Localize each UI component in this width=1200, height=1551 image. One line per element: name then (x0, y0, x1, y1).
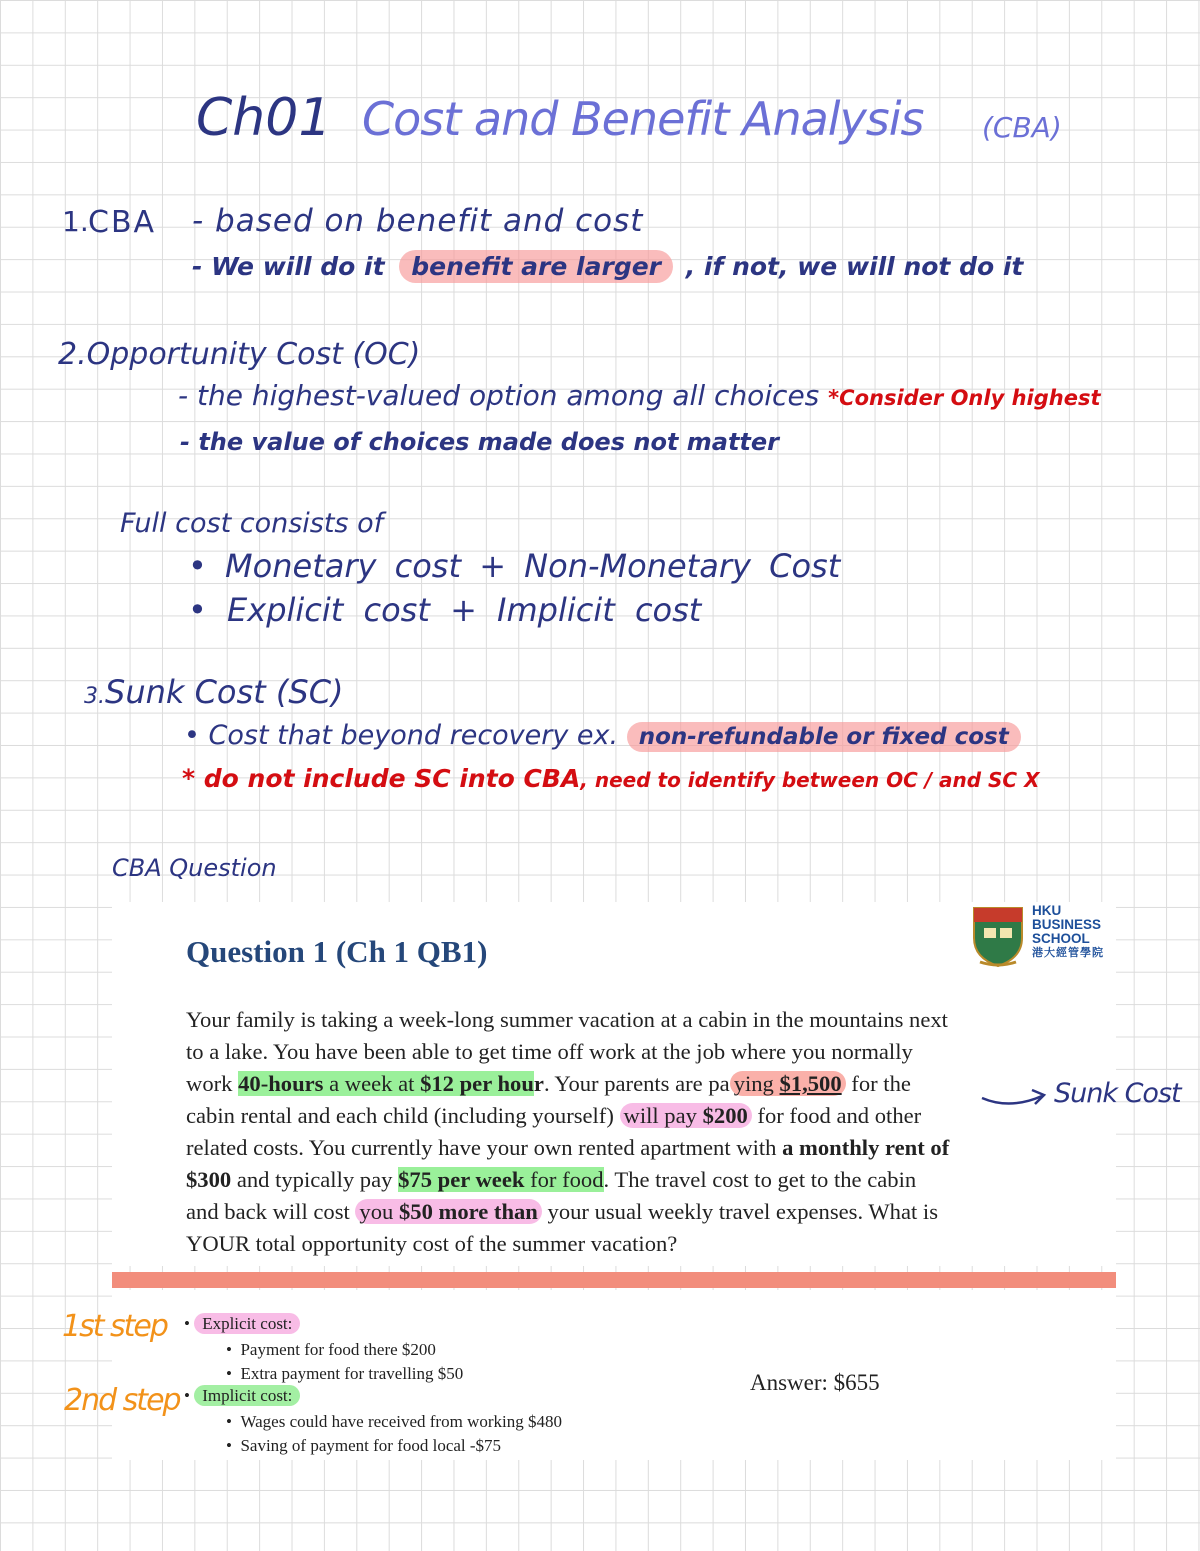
explicit-item-1-text: Payment for food there $200 (240, 1340, 436, 1359)
implicit-item-1 (226, 1412, 562, 1432)
section1-heading: CBA (88, 205, 157, 240)
q-l3-a: work (186, 1071, 239, 1096)
logo-line-3: SCHOOL (1032, 931, 1090, 946)
implicit-item-2 (226, 1436, 501, 1456)
section2-number: 2. (58, 337, 87, 372)
q-50-highlight (355, 1199, 541, 1224)
slide-divider-bar (112, 1272, 1116, 1288)
section3-note-pre: * do not include SC into CBA (182, 764, 581, 793)
question-line-4 (186, 1100, 1091, 1132)
question-line-2: to a lake. You have been able to get time off work at the job where you normally (186, 1039, 913, 1064)
section1-number: 1. (62, 205, 89, 238)
section1-line2-pre: - We will do it (192, 252, 385, 281)
q-l3-f: . Your parents are pa (543, 1071, 730, 1096)
explicit-cost-label: Explicit cost: (194, 1313, 300, 1334)
bullet: • (226, 1364, 241, 1383)
section3-line1-text: • Cost that beyond recovery ex. (184, 720, 619, 751)
sunk-cost-annotation: Sunk Cost (1054, 1078, 1181, 1109)
q-l6-a: $300 (186, 1167, 232, 1192)
q-l7-a: and back will cost (186, 1199, 356, 1224)
full-cost-heading: Full cost consists of (120, 508, 384, 539)
bullet: • (184, 1314, 195, 1333)
q-l6-d: for food (524, 1167, 604, 1192)
q-l7-c: $50 more than (398, 1199, 538, 1224)
question-body (186, 1004, 1091, 1260)
section3-note-post: , need to identify between OC / and SC X (580, 768, 1040, 792)
q-l6-b: and typically pay (231, 1167, 399, 1192)
implicit-item-1-text: Wages could have received from working $480 (240, 1412, 562, 1431)
q-l3-e: r (533, 1071, 544, 1096)
q-40-hours-highlight (238, 1071, 534, 1096)
q-l3-b: 40-hours (238, 1071, 324, 1096)
bullet: • (226, 1436, 241, 1455)
q-1500-highlight (730, 1071, 846, 1096)
q-l4-b: will pay (623, 1103, 703, 1128)
title-topic: Cost and Benefit Analysis (362, 92, 924, 146)
section1-line2-post: , if not, we will not do it (685, 252, 1024, 281)
question-line-1: Your family is taking a week-long summer vacation at a cabin in the mountains next (186, 1007, 948, 1032)
sunk-cost-arrow-icon (980, 1080, 1050, 1110)
question-line-7 (186, 1196, 1091, 1228)
question-line-6 (186, 1164, 1091, 1196)
slide-title: Question 1 (Ch 1 QB1) (186, 934, 488, 969)
q-l5-a: related costs. You currently have your own rented apartment with (186, 1135, 783, 1160)
q-l6-e: . The travel cost to get to the cabin (603, 1167, 917, 1192)
question-line-5 (186, 1132, 1091, 1164)
q-l4-a: cabin rental and each child (including yourself) (186, 1103, 620, 1128)
question-line-8: YOUR total opportunity cost of the summer vacation? (186, 1231, 678, 1256)
full-cost-bullet-1: • Monetary cost + Non-Monetary Cost (188, 547, 841, 585)
bullet: • (184, 1386, 195, 1405)
explicit-item-2-text: Extra payment for travelling $50 (240, 1364, 464, 1383)
question-line-3 (186, 1068, 1091, 1100)
section2-line1-text: - the highest-valued option among all choices (178, 379, 820, 412)
section3-number: 3. (84, 684, 105, 709)
q-l5-b: a monthly rent of (782, 1135, 950, 1160)
q-l7-b: you (359, 1199, 399, 1224)
section1-benefit-highlight: benefit are larger (399, 250, 673, 283)
implicit-cost-label: Implicit cost: (194, 1385, 300, 1406)
q-l3-h: $1,500 (779, 1071, 842, 1096)
section2-note: *Consider Only highest (828, 386, 1101, 410)
q-l3-i: for the (845, 1071, 911, 1096)
q-75-food-highlight (398, 1167, 603, 1192)
title-abbr: (CBA) (982, 111, 1062, 144)
q-l3-d: $12 per hou (420, 1071, 534, 1096)
section1-line2 (192, 254, 1023, 279)
logo-text (1032, 904, 1104, 960)
cba-question-label: CBA Question (112, 854, 277, 882)
section2-line2: - the value of choices made does not matter (180, 428, 780, 456)
title-chapter: Ch01 (196, 88, 332, 148)
section3-title: Sunk Cost (SC) (105, 673, 344, 711)
logo-line-1: HKU (1032, 903, 1062, 918)
section3-line1 (184, 722, 1021, 749)
q-l4-c: $200 (702, 1103, 748, 1128)
logo-line-2: BUSINESS (1032, 917, 1102, 932)
section2-heading (58, 337, 421, 372)
logo-line-4: 港大經管學院 (1032, 947, 1104, 959)
bullet: • (226, 1340, 241, 1359)
question-slide (112, 902, 1116, 1266)
explicit-cost-item (184, 1314, 300, 1334)
full-cost-bullet-2: • Explicit cost + Implicit cost (188, 591, 702, 629)
q-l3-c: a week at (323, 1071, 421, 1096)
hku-crest-icon (970, 904, 1026, 968)
section2-line1 (178, 379, 1101, 412)
q-200-highlight (620, 1103, 752, 1128)
implicit-cost-item (184, 1386, 300, 1406)
section2-title: Opportunity Cost (OC) (86, 337, 421, 372)
answer-text: Answer: $655 (750, 1370, 880, 1395)
section1-line1: - based on benefit and cost (192, 203, 644, 239)
explicit-item-1 (226, 1340, 436, 1360)
section3-nonrefundable-highlight: non-refundable or fixed cost (627, 722, 1021, 752)
q-l6-c: $75 per week (398, 1167, 525, 1192)
q-l4-d: for food and other (751, 1103, 922, 1128)
explicit-item-2 (226, 1364, 463, 1384)
hku-business-school-logo (970, 902, 1115, 972)
step-1-annotation: 1st step (62, 1309, 167, 1344)
section3-note (182, 766, 1040, 791)
answer-slide (112, 1290, 1116, 1460)
q-l3-g: ying (733, 1071, 780, 1096)
q-l7-d: your usual weekly travel expenses. What is (541, 1199, 938, 1224)
bullet: • (226, 1412, 241, 1431)
section3-heading (84, 673, 344, 711)
implicit-item-2-text: Saving of payment for food local -$75 (240, 1436, 502, 1455)
step-2-annotation: 2nd step (64, 1383, 180, 1418)
